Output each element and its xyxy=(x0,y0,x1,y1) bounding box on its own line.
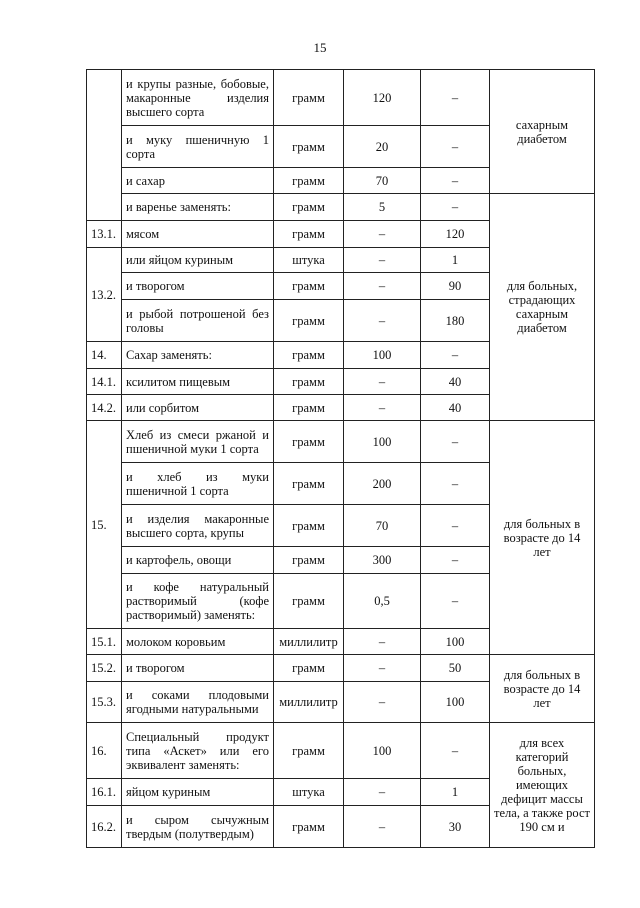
product-name: и творогом xyxy=(122,273,274,300)
product-name: ксилитом пищевым xyxy=(122,369,274,395)
quantity-cell: 300 xyxy=(344,547,421,574)
product-name: и хлеб из муки пшеничной 1 сорта xyxy=(122,463,274,505)
product-name: и варенье заменять: xyxy=(122,194,274,221)
patient-category-note: сахарным диабетом xyxy=(490,70,595,194)
replacement-cell: – xyxy=(421,70,490,126)
unit-cell: грамм xyxy=(274,300,344,342)
patient-category-note: для больных, страдающих сахарным диабетом xyxy=(490,194,595,421)
product-name: и изделия макаронные высшего сорта, крупы xyxy=(122,505,274,547)
quantity-cell: – xyxy=(344,273,421,300)
row-number: 16.2. xyxy=(87,806,122,848)
unit-cell: грамм xyxy=(274,126,344,168)
replacement-cell: 90 xyxy=(421,273,490,300)
product-name: и кофе натуральный растворимый (кофе растворимый) заменять: xyxy=(122,574,274,629)
replacement-cell: – xyxy=(421,463,490,505)
replacement-cell: 1 xyxy=(421,779,490,806)
row-number: 16. xyxy=(87,723,122,779)
unit-cell: грамм xyxy=(274,806,344,848)
product-name: яйцом куриным xyxy=(122,779,274,806)
unit-cell: грамм xyxy=(274,547,344,574)
unit-cell: миллилитр xyxy=(274,682,344,723)
product-name: и крупы разные, бобовые, макаронные изделия высшего сорта xyxy=(122,70,274,126)
quantity-cell: – xyxy=(344,806,421,848)
table-row xyxy=(87,421,595,463)
unit-cell: грамм xyxy=(274,723,344,779)
replacement-cell: – xyxy=(421,574,490,629)
quantity-cell: 120 xyxy=(344,70,421,126)
quantity-cell: 0,5 xyxy=(344,574,421,629)
row-number: 13.2. xyxy=(87,248,122,342)
quantity-cell: 100 xyxy=(344,723,421,779)
unit-cell: грамм xyxy=(274,505,344,547)
quantity-cell: 100 xyxy=(344,421,421,463)
product-name: молоком коровьим xyxy=(122,629,274,655)
table-row xyxy=(87,194,595,221)
product-name: и сыром сычужным твердым (полутвердым) xyxy=(122,806,274,848)
product-name: и творогом xyxy=(122,655,274,682)
quantity-cell: – xyxy=(344,682,421,723)
product-name: мясом xyxy=(122,221,274,248)
replacement-cell: 1 xyxy=(421,248,490,273)
replacement-cell: – xyxy=(421,342,490,369)
product-name: и сахар xyxy=(122,168,274,194)
unit-cell: миллилитр xyxy=(274,629,344,655)
row-number: 14.1. xyxy=(87,369,122,395)
product-name: и соками плодовыми ягодными натуральными xyxy=(122,682,274,723)
quantity-cell: – xyxy=(344,395,421,421)
product-name: и картофель, овощи xyxy=(122,547,274,574)
quantity-cell: 70 xyxy=(344,505,421,547)
replacement-cell: 50 xyxy=(421,655,490,682)
product-name: или яйцом куриным xyxy=(122,248,274,273)
product-name: или сорбитом xyxy=(122,395,274,421)
replacement-cell: 100 xyxy=(421,682,490,723)
quantity-cell: 5 xyxy=(344,194,421,221)
table-row xyxy=(87,655,595,682)
row-number: 15.1. xyxy=(87,629,122,655)
row-number: 14. xyxy=(87,342,122,369)
quantity-cell: – xyxy=(344,779,421,806)
row-number: 15. xyxy=(87,421,122,629)
unit-cell: штука xyxy=(274,779,344,806)
quantity-cell: 100 xyxy=(344,342,421,369)
row-number: 13.1. xyxy=(87,221,122,248)
replacement-cell: – xyxy=(421,505,490,547)
replacement-cell: – xyxy=(421,194,490,221)
table-row xyxy=(87,70,595,126)
quantity-cell: 70 xyxy=(344,168,421,194)
replacement-cell: 40 xyxy=(421,369,490,395)
row-number: 16.1. xyxy=(87,779,122,806)
unit-cell: грамм xyxy=(274,221,344,248)
unit-cell: грамм xyxy=(274,194,344,221)
replacement-cell: 30 xyxy=(421,806,490,848)
page-number: 15 xyxy=(313,40,327,55)
norms-table xyxy=(86,69,595,848)
unit-cell: грамм xyxy=(274,342,344,369)
replacement-cell: – xyxy=(421,421,490,463)
row-number-cell xyxy=(87,70,122,221)
quantity-cell: – xyxy=(344,300,421,342)
unit-cell: грамм xyxy=(274,369,344,395)
product-name: и рыбой потрошеной без головы xyxy=(122,300,274,342)
product-name: Сахар заменять: xyxy=(122,342,274,369)
product-name: Специальный продукт типа «Аскет» или его эквивалент заменять: xyxy=(122,723,274,779)
patient-category-note: для всех категорий больных, имеющих дефицит массы тела, а также рост 190 см и xyxy=(490,723,595,848)
unit-cell: штука xyxy=(274,248,344,273)
replacement-cell: 180 xyxy=(421,300,490,342)
replacement-cell: – xyxy=(421,547,490,574)
replacement-cell: 100 xyxy=(421,629,490,655)
replacement-cell: – xyxy=(421,168,490,194)
unit-cell: грамм xyxy=(274,395,344,421)
replacement-cell: – xyxy=(421,126,490,168)
product-name: и муку пшеничную 1 сорта xyxy=(122,126,274,168)
unit-cell: грамм xyxy=(274,273,344,300)
replacement-cell: 40 xyxy=(421,395,490,421)
quantity-cell: 200 xyxy=(344,463,421,505)
row-number: 15.3. xyxy=(87,682,122,723)
row-number: 14.2. xyxy=(87,395,122,421)
unit-cell: грамм xyxy=(274,70,344,126)
quantity-cell: 20 xyxy=(344,126,421,168)
quantity-cell: – xyxy=(344,369,421,395)
quantity-cell: – xyxy=(344,248,421,273)
quantity-cell: – xyxy=(344,655,421,682)
unit-cell: грамм xyxy=(274,655,344,682)
unit-cell: грамм xyxy=(274,463,344,505)
row-number: 15.2. xyxy=(87,655,122,682)
unit-cell: грамм xyxy=(274,421,344,463)
product-name: Хлеб из смеси ржаной и пшеничной муки 1 сорта xyxy=(122,421,274,463)
patient-category-note: для больных в возрасте до 14 лет xyxy=(490,655,595,723)
table-row xyxy=(87,723,595,779)
quantity-cell: – xyxy=(344,629,421,655)
unit-cell: грамм xyxy=(274,168,344,194)
replacement-cell: – xyxy=(421,723,490,779)
quantity-cell: – xyxy=(344,221,421,248)
replacement-cell: 120 xyxy=(421,221,490,248)
unit-cell: грамм xyxy=(274,574,344,629)
patient-category-note: для больных в возрасте до 14 лет xyxy=(490,421,595,655)
